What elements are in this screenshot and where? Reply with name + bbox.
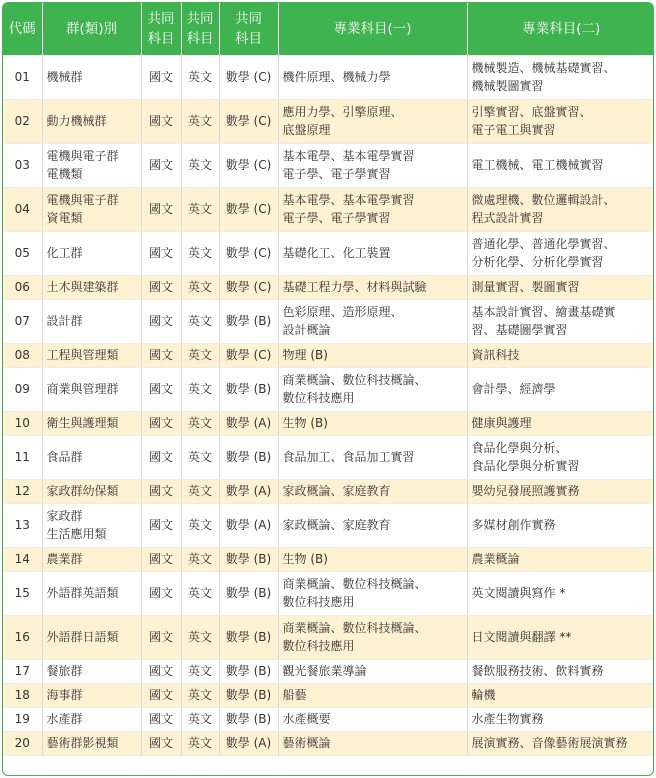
header-code: 代碼: [3, 3, 42, 55]
cell-common-english: 英文: [181, 299, 219, 343]
cell-common-chinese: 國文: [141, 707, 181, 731]
cell-group: [42, 343, 141, 367]
cell-group: [42, 411, 141, 435]
exam-subjects-table: [3, 3, 654, 756]
cell-professional-1-line: 觀光餐旅業導論: [282, 664, 367, 678]
cell-group: [42, 707, 141, 731]
cell-professional-1-line: 物理 (B): [282, 348, 328, 362]
cell-common-english: 英文: [181, 231, 219, 275]
cell-code: 03: [3, 143, 42, 187]
cell-group: [42, 615, 141, 659]
cell-professional-1: [278, 547, 467, 571]
cell-professional-1-line: 藝術概論: [282, 736, 331, 750]
cell-professional-2: [467, 231, 654, 275]
cell-professional-2-line: 多媒材創作實務: [471, 518, 556, 532]
cell-professional-2: [467, 187, 654, 231]
cell-common-english: 英文: [181, 707, 219, 731]
cell-professional-1: [278, 707, 467, 731]
cell-group: [42, 55, 141, 99]
cell-professional-2-line: 電工機械、電工機械實習: [471, 158, 604, 172]
cell-common-chinese: 國文: [141, 479, 181, 503]
cell-common-english: 英文: [181, 683, 219, 707]
cell-group-line: 土木與建築群: [46, 280, 119, 294]
cell-common-math: 數學 (C): [219, 231, 278, 275]
cell-professional-1-line: 色彩原理、造形原理、: [282, 305, 403, 319]
cell-common-math: 數學 (C): [219, 143, 278, 187]
cell-professional-2-line: 會計學、經濟學: [471, 382, 556, 396]
cell-professional-1: [278, 299, 467, 343]
cell-professional-1-line: 電子學、電子學實習: [282, 211, 391, 225]
cell-common-math: 數學 (C): [219, 275, 278, 299]
cell-professional-2-line: 測量實習、製圖實習: [471, 280, 580, 294]
cell-professional-1: [278, 659, 467, 683]
table-row: [3, 343, 654, 367]
cell-common-math: 數學 (B): [219, 299, 278, 343]
cell-professional-1: [278, 143, 467, 187]
table-row: [3, 143, 654, 187]
cell-professional-2: [467, 55, 654, 99]
table-body: [3, 55, 654, 755]
header-group: 群(類)別: [42, 3, 141, 55]
cell-professional-2-line: 英文閱讀與寫作 *: [471, 586, 566, 600]
cell-professional-1: [278, 275, 467, 299]
cell-code: 15: [3, 571, 42, 615]
cell-common-math: 數學 (C): [219, 99, 278, 143]
cell-code: 06: [3, 275, 42, 299]
cell-professional-2-line: 展演實務、音像藝術展演實務: [471, 736, 628, 750]
cell-professional-2-line: 嬰幼兒發展照護實務: [471, 484, 580, 498]
cell-professional-1-line: 電子學、電子學實習: [282, 167, 391, 181]
header-common-2: 共同 科目: [181, 3, 219, 55]
cell-professional-1: [278, 479, 467, 503]
cell-professional-2-line: 水產生物實務: [471, 712, 544, 726]
header-common-1: 共同 科目: [141, 3, 181, 55]
table-row: [3, 659, 654, 683]
cell-professional-2: [467, 299, 654, 343]
cell-common-english: 英文: [181, 571, 219, 615]
cell-professional-1-line: 家政概論、家庭教育: [282, 484, 391, 498]
cell-code: 18: [3, 683, 42, 707]
cell-common-english: 英文: [181, 275, 219, 299]
cell-common-english: 英文: [181, 659, 219, 683]
cell-professional-2-line: 食品化學與分析、: [471, 441, 568, 455]
cell-code: 16: [3, 615, 42, 659]
cell-professional-2: [467, 99, 654, 143]
cell-professional-2-line: 微處理機、數位邏輯設計、: [471, 193, 616, 207]
cell-common-math: 數學 (A): [219, 411, 278, 435]
cell-professional-1: [278, 231, 467, 275]
cell-group-line: 工程與管理類: [46, 348, 119, 362]
cell-professional-1: [278, 683, 467, 707]
cell-professional-2-line: 引擎實習、底盤實習、: [471, 105, 592, 119]
cell-professional-2: [467, 275, 654, 299]
cell-group: [42, 547, 141, 571]
table-row: [3, 299, 654, 343]
cell-professional-2: [467, 343, 654, 367]
cell-professional-1-line: 底盤原理: [282, 123, 331, 137]
cell-group-line: 家政群: [46, 509, 83, 523]
cell-group-line: 藝術群影視類: [46, 736, 119, 750]
cell-group: [42, 231, 141, 275]
cell-common-math: 數學 (B): [219, 707, 278, 731]
cell-common-chinese: 國文: [141, 683, 181, 707]
cell-code: 13: [3, 503, 42, 547]
cell-group: [42, 187, 141, 231]
table-header-row: [3, 3, 654, 55]
cell-professional-1: [278, 343, 467, 367]
header-professional-2: 專業科目(二): [467, 3, 654, 55]
cell-common-chinese: 國文: [141, 571, 181, 615]
cell-group-line: 化工群: [46, 246, 83, 260]
cell-professional-2-line: 電子電工與實習: [471, 123, 556, 137]
table-row: [3, 547, 654, 571]
cell-code: 05: [3, 231, 42, 275]
cell-code: 20: [3, 731, 42, 755]
cell-group: [42, 299, 141, 343]
cell-code: 12: [3, 479, 42, 503]
cell-common-chinese: 國文: [141, 143, 181, 187]
cell-common-math: 數學 (B): [219, 615, 278, 659]
cell-professional-1: [278, 55, 467, 99]
cell-professional-1-line: 生物 (B): [282, 416, 328, 430]
table-row: [3, 615, 654, 659]
cell-group-line: 外語群英語類: [46, 586, 119, 600]
cell-professional-2: [467, 683, 654, 707]
cell-code: 14: [3, 547, 42, 571]
cell-code: 17: [3, 659, 42, 683]
cell-common-math: 數學 (A): [219, 503, 278, 547]
cell-common-chinese: 國文: [141, 55, 181, 99]
cell-professional-1: [278, 367, 467, 411]
cell-common-chinese: 國文: [141, 731, 181, 755]
cell-professional-1-line: 商業概論、數位科技概論、: [282, 621, 427, 635]
cell-common-chinese: 國文: [141, 367, 181, 411]
cell-group-line: 電機與電子群: [46, 193, 119, 207]
cell-professional-1-line: 基本電學、基本電學實習: [282, 193, 415, 207]
cell-group-line: 電機類: [46, 167, 83, 181]
cell-professional-2: [467, 571, 654, 615]
cell-professional-2-line: 餐飲服務技術、飲料實務: [471, 664, 604, 678]
cell-professional-2-line: 農業概論: [471, 552, 520, 566]
cell-professional-1-line: 基礎化工、化工裝置: [282, 246, 391, 260]
cell-professional-2: [467, 615, 654, 659]
cell-professional-2: [467, 143, 654, 187]
cell-professional-2-line: 資訊科技: [471, 348, 520, 362]
cell-group: [42, 143, 141, 187]
table-row: [3, 435, 654, 479]
table-row: [3, 707, 654, 731]
cell-code: 02: [3, 99, 42, 143]
cell-professional-1-line: 生物 (B): [282, 552, 328, 566]
cell-group-line: 外語群日語類: [46, 630, 119, 644]
exam-subjects-table-container: [2, 2, 654, 776]
table-row: [3, 503, 654, 547]
table-row: [3, 479, 654, 503]
cell-common-chinese: 國文: [141, 503, 181, 547]
cell-group: [42, 571, 141, 615]
cell-professional-1-line: 家政概論、家庭教育: [282, 518, 391, 532]
cell-professional-2: [467, 707, 654, 731]
cell-professional-2: [467, 435, 654, 479]
cell-group-line: 生活應用類: [46, 527, 107, 541]
table-row: [3, 731, 654, 755]
cell-common-math: 數學 (C): [219, 55, 278, 99]
cell-group-line: 海事群: [46, 688, 83, 702]
cell-code: 11: [3, 435, 42, 479]
table-row: [3, 55, 654, 99]
cell-common-english: 英文: [181, 343, 219, 367]
header-common-3: 共同 科目: [219, 3, 278, 55]
cell-professional-2-line: 習、基礎圖學實習: [471, 323, 568, 337]
cell-professional-1-line: 船藝: [282, 688, 307, 702]
cell-common-english: 英文: [181, 435, 219, 479]
cell-group-line: 食品群: [46, 450, 83, 464]
table-row: [3, 683, 654, 707]
cell-group-line: 電機與電子群: [46, 149, 119, 163]
table-row: [3, 571, 654, 615]
cell-code: 10: [3, 411, 42, 435]
cell-code: 08: [3, 343, 42, 367]
cell-common-chinese: 國文: [141, 411, 181, 435]
cell-common-chinese: 國文: [141, 615, 181, 659]
cell-professional-1-line: 基本電學、基本電學實習: [282, 149, 415, 163]
cell-group-line: 餐旅群: [46, 664, 83, 678]
cell-group-line: 動力機械群: [46, 114, 107, 128]
cell-professional-2-line: 日文閱讀與翻譯 **: [471, 630, 572, 644]
cell-common-english: 英文: [181, 547, 219, 571]
table-row: [3, 187, 654, 231]
table-row: [3, 367, 654, 411]
cell-professional-2: [467, 411, 654, 435]
cell-professional-2: [467, 659, 654, 683]
cell-professional-2-line: 機械製造、機械基礎實習、: [471, 60, 616, 75]
cell-professional-1: [278, 503, 467, 547]
cell-group-line: 商業與管理群: [46, 382, 119, 396]
table-row: [3, 99, 654, 143]
cell-group: [42, 435, 141, 479]
cell-code: 19: [3, 707, 42, 731]
cell-professional-2: [467, 547, 654, 571]
cell-common-english: 英文: [181, 143, 219, 187]
cell-group-line: 農業群: [46, 552, 83, 566]
cell-group-line: 水產群: [46, 712, 83, 726]
cell-group-line: 衛生與護理類: [46, 416, 119, 430]
cell-common-math: 數學 (B): [219, 435, 278, 479]
cell-common-chinese: 國文: [141, 659, 181, 683]
cell-group: [42, 479, 141, 503]
cell-code: 07: [3, 299, 42, 343]
cell-professional-1-line: 數位科技應用: [282, 639, 355, 653]
cell-common-english: 英文: [181, 99, 219, 143]
cell-common-english: 英文: [181, 479, 219, 503]
cell-common-math: 數學 (A): [219, 479, 278, 503]
cell-professional-1: [278, 435, 467, 479]
cell-professional-2-line: 機械製圖實習: [471, 78, 544, 93]
cell-group: [42, 367, 141, 411]
cell-professional-2: [467, 503, 654, 547]
cell-group: [42, 683, 141, 707]
cell-professional-1-line: 機件原理、機械力學: [282, 69, 391, 84]
cell-professional-1-line: 設計概論: [282, 323, 331, 337]
cell-professional-1: [278, 571, 467, 615]
cell-professional-2-line: 分析化學、分析化學實習: [471, 255, 604, 269]
cell-common-english: 英文: [181, 367, 219, 411]
cell-professional-1-line: 數位科技應用: [282, 391, 355, 405]
cell-professional-2-line: 程式設計實習: [471, 211, 544, 225]
cell-group-line: 設計群: [46, 314, 83, 328]
cell-group-line: 機械群: [46, 69, 83, 84]
cell-common-math: 數學 (A): [219, 731, 278, 755]
cell-professional-2-line: 輪機: [471, 688, 496, 702]
table-row: [3, 231, 654, 275]
cell-common-english: 英文: [181, 503, 219, 547]
cell-professional-1: [278, 411, 467, 435]
cell-group: [42, 99, 141, 143]
cell-group-line: 家政群幼保類: [46, 484, 119, 498]
table-row: [3, 275, 654, 299]
cell-professional-2: [467, 367, 654, 411]
cell-professional-1: [278, 187, 467, 231]
cell-professional-1: [278, 615, 467, 659]
cell-group: [42, 503, 141, 547]
cell-common-english: 英文: [181, 411, 219, 435]
cell-common-chinese: 國文: [141, 299, 181, 343]
cell-common-chinese: 國文: [141, 547, 181, 571]
cell-common-math: 數學 (C): [219, 343, 278, 367]
cell-common-english: 英文: [181, 731, 219, 755]
cell-common-english: 英文: [181, 187, 219, 231]
cell-common-chinese: 國文: [141, 231, 181, 275]
cell-common-chinese: 國文: [141, 99, 181, 143]
table-row: [3, 411, 654, 435]
cell-code: 01: [3, 55, 42, 99]
cell-professional-1-line: 基礎工程力學、材料與試驗: [282, 280, 427, 294]
cell-professional-2-line: 健康與護理: [471, 416, 532, 430]
cell-professional-1-line: 食品加工、食品加工實習: [282, 450, 415, 464]
cell-common-math: 數學 (B): [219, 683, 278, 707]
cell-code: 04: [3, 187, 42, 231]
cell-code: 09: [3, 367, 42, 411]
cell-professional-1-line: 商業概論、數位科技概論、: [282, 577, 427, 591]
cell-professional-1: [278, 731, 467, 755]
cell-common-math: 數學 (B): [219, 571, 278, 615]
cell-common-math: 數學 (C): [219, 187, 278, 231]
cell-common-chinese: 國文: [141, 275, 181, 299]
cell-professional-1-line: 數位科技應用: [282, 595, 355, 609]
cell-common-chinese: 國文: [141, 343, 181, 367]
cell-group: [42, 731, 141, 755]
cell-common-math: 數學 (B): [219, 659, 278, 683]
cell-professional-1-line: 商業概論、數位科技概論、: [282, 373, 427, 387]
cell-professional-2: [467, 479, 654, 503]
cell-professional-2-line: 基本設計實習、繪畫基礎實: [471, 305, 616, 319]
cell-group: [42, 275, 141, 299]
cell-common-chinese: 國文: [141, 187, 181, 231]
cell-common-english: 英文: [181, 55, 219, 99]
cell-professional-1: [278, 99, 467, 143]
cell-common-math: 數學 (B): [219, 547, 278, 571]
cell-professional-1-line: 水產概要: [282, 712, 331, 726]
header-professional-1: 專業科目(一): [278, 3, 467, 55]
cell-common-english: 英文: [181, 615, 219, 659]
cell-common-chinese: 國文: [141, 435, 181, 479]
cell-group: [42, 659, 141, 683]
cell-group-line: 資電類: [46, 211, 83, 225]
cell-common-math: 數學 (B): [219, 367, 278, 411]
cell-professional-2-line: 食品化學與分析實習: [471, 459, 580, 473]
cell-professional-2-line: 普通化學、普通化學實習、: [471, 237, 616, 251]
cell-professional-2: [467, 731, 654, 755]
cell-professional-1-line: 應用力學、引擎原理、: [282, 105, 403, 119]
